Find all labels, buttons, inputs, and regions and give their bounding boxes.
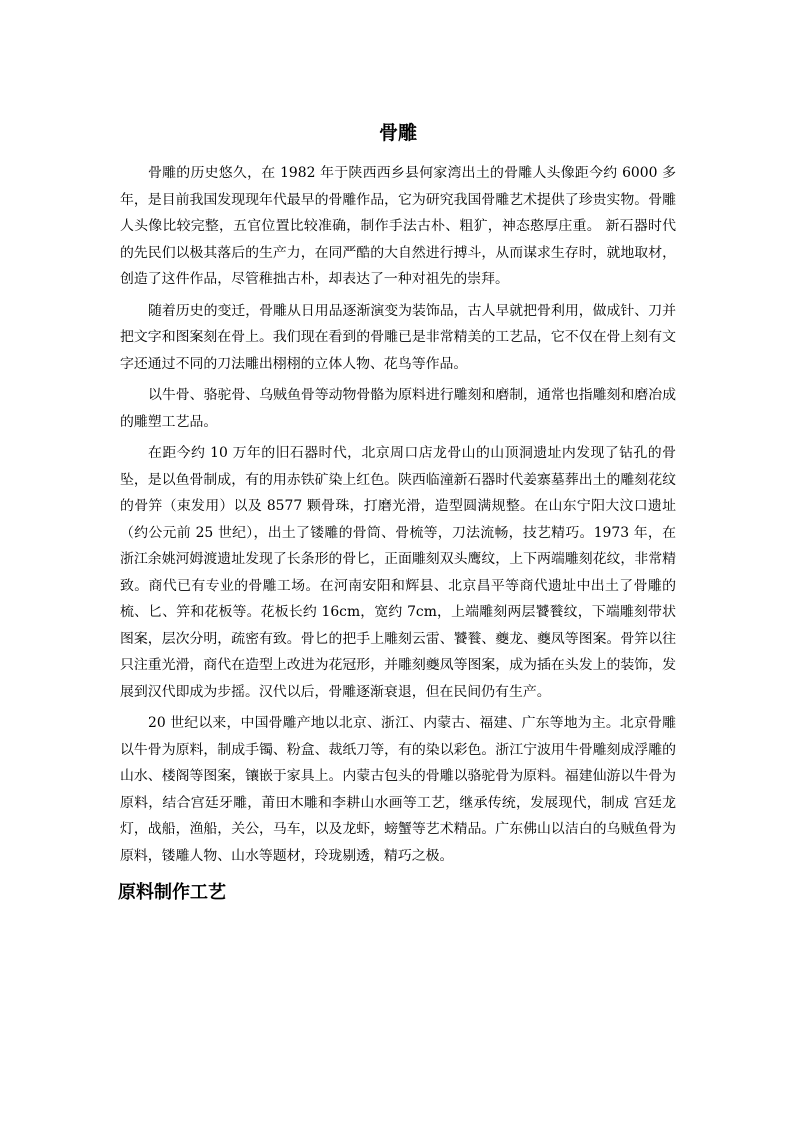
paragraph-ancient-finds: 在距今约 10 万年的旧石器时代，北京周口店龙骨山的山顶洞遗址内发现了钻孔的骨坠，是以鱼骨制成，有的用赤铁矿染上红色。陕西临潼新石器时代姜寨墓葬出土的雕刻花纹的骨笄（束发用）以及 8577 颗骨珠，打磨光滑，造型圆满规整。在山东宁阳大汶口遗址（约公元前 25 世纪），出土了镂雕的骨筒、骨梳等，刀法流畅，技艺精巧。1973 年，在浙江余姚河姆渡遗址发现了长条形的骨匕，正面雕刻双头鹰纹，上下两端雕刻花纹，非常精致。商代已有专业的骨雕工场。在河南安阳和辉县、北京昌平等商代遗址中出土了骨雕的梳、匕、笄和花板等。花板长约 16cm，宽约 7cm，上端雕刻两层饕餮纹，下端雕刻带状图案，层次分明，疏密有致。骨匕的把手上雕刻云雷、饕餮、夔龙、夔凤等图案。骨笄以往只注重光滑，商代在造型上改进为花冠形，并雕刻夔凤等图案，成为插在头发上的装饰，发展到汉代即成为步摇。汉代以后，骨雕逐渐衰退，但在民间仍有生产。 [120,445,676,700]
document-page [120,118,676,907]
paragraph-modern-production: 20 世纪以来，中国骨雕产地以北京、浙江、内蒙古、福建、广东等地为主。北京骨雕以牛骨为原料，制成手镯、粉盒、裁纸刀等，有的染以彩色。浙江宁波用牛骨雕刻成浮雕的山水、楼阁等图案，镶嵌于家具上。内蒙古包头的骨雕以骆驼骨为原料。福建仙游以牛骨为原料，结合宫廷牙雕，莆田木雕和李耕山水画等工艺，继承传统，发展现代，制成 宫廷龙灯，战船，渔船，关公，马车，以及龙虾，螃蟹等艺术精品。广东佛山以洁白的乌贼鱼骨为原料，镂雕人物、山水等题材，玲珑剔透，精巧之极。 [120,715,676,864]
paragraph-history: 骨雕的历史悠久，在 1982 年于陕西西乡县何家湾出土的骨雕人头像距今约 6000 多年，是目前我国发现现年代最早的骨雕作品，它为研究我国骨雕艺术提供了珍贵实物。骨雕人头像比较完整，五官位置比较准确，制作手法古朴、粗犷，神态憨厚庄重。 新石器时代的先民们以极其落后的生产力，在同严酷的大自然进行搏斗，从而谋求生存时，就地取材，创造了这件作品，尽管稚拙古朴，却表达了一种对祖先的崇拜。 [120,165,676,287]
paragraph-definition: 以牛骨、骆驼骨、乌贼鱼骨等动物骨骼为原料进行雕刻和磨制，通常也指雕刻和磨冶成的雕塑工艺品。 [120,387,676,430]
page-title: 骨雕 [378,122,417,144]
paragraph-evolution: 随着历史的变迁，骨雕从日用品逐渐演变为装饰品，古人早就把骨利用，做成针、刀并把文字和图案刻在骨上。我们现在看到的骨雕已是非常精美的工艺品，它不仅在骨上刻有文字还通过不同的刀法雕出栩栩的立体人物、花鸟等作品。 [120,302,676,372]
section-heading: 原料制作工艺 [118,882,226,903]
